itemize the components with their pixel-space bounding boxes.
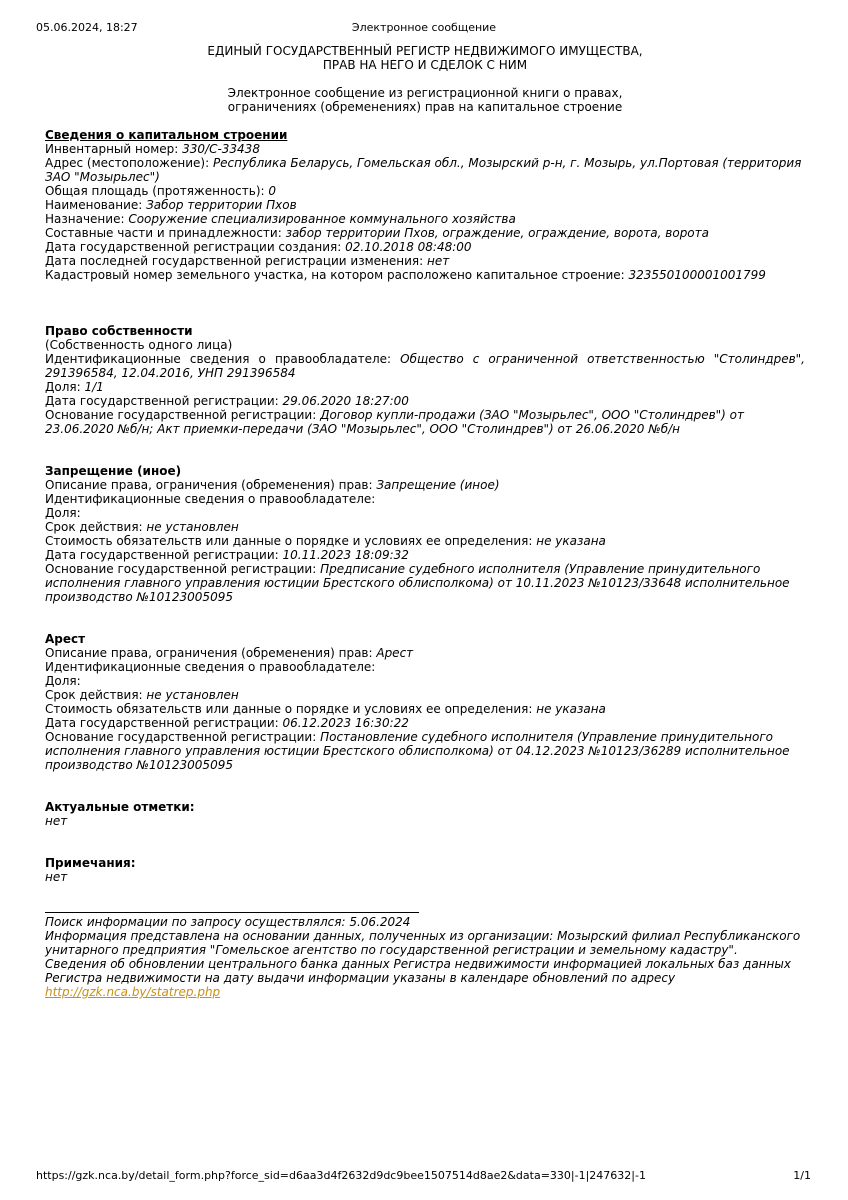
- prohibition-term-value: не установлен: [146, 520, 239, 534]
- name-row: [45, 198, 805, 212]
- prohibition-basis-value: Предписание судебного исполнителя (Управление принудительного исполнения главного управления юстиции Брестского облисполкома) от 10.11.2023 №10123/33648 исполнительное производство №10123005095: [45, 562, 790, 604]
- arrest-basis-label: Основание государственной регистрации:: [45, 730, 321, 744]
- arrest-term-label: Срок действия:: [45, 688, 147, 702]
- arrest-basis-row: [45, 730, 805, 772]
- ownership-date-row: [45, 394, 805, 408]
- ownership-section: [45, 324, 805, 436]
- arrest-cost-value: не указана: [536, 702, 606, 716]
- ownership-holder-value: Общество с ограниченной ответственностью "Столиндрев", 291396584, 12.04.2016, УНП 291396584: [45, 352, 805, 380]
- arrest-desc-label: Описание права, ограничения (обременения) прав:: [45, 646, 377, 660]
- changed-value: нет: [426, 254, 450, 268]
- arrest-share-label: Доля:: [45, 674, 81, 688]
- arrest-cost-row: [45, 702, 805, 716]
- prohibition-cost-row: [45, 534, 805, 548]
- notes-value: нет: [45, 870, 68, 884]
- ownership-heading: Право собственности: [45, 324, 193, 338]
- parts-row: [45, 226, 805, 240]
- prohibition-date-row: [45, 548, 805, 562]
- arrest-section: [45, 632, 805, 772]
- marks-section: [45, 800, 805, 828]
- created-label: Дата государственной регистрации создания:: [45, 240, 346, 254]
- prohibition-term-label: Срок действия:: [45, 520, 147, 534]
- notes-section: [45, 856, 805, 884]
- inventory-value: 330/C-33438: [182, 142, 260, 156]
- search-date-note: Поиск информации по запросу осуществлялся: 5.06.2024: [45, 915, 411, 929]
- ownership-share-row: [45, 380, 805, 394]
- prohibition-basis-label: Основание государственной регистрации:: [45, 562, 321, 576]
- registry-title: [45, 44, 805, 72]
- changed-label: Дата последней государственной регистрации изменения:: [45, 254, 427, 268]
- building-section: [45, 128, 805, 282]
- name-label: Наименование:: [45, 198, 147, 212]
- footnote-divider: [45, 912, 419, 913]
- purpose-row: [45, 212, 805, 226]
- update-calendar-link[interactable]: http://gzk.nca.by/statrep.php: [45, 985, 221, 999]
- arrest-term-value: не установлен: [146, 688, 239, 702]
- registry-title-line1: ЕДИНЫЙ ГОСУДАРСТВЕННЫЙ РЕГИСТР НЕДВИЖИМОГО ИМУЩЕСТВА,: [207, 44, 643, 58]
- prohibition-desc-label: Описание права, ограничения (обременения) прав:: [45, 478, 377, 492]
- ownership-basis-label: Основание государственной регистрации:: [45, 408, 321, 422]
- arrest-date-row: [45, 716, 805, 730]
- area-row: [45, 184, 805, 198]
- registry-title-line2: ПРАВ НА НЕГО И СДЕЛОК С НИМ: [322, 58, 528, 72]
- parts-label: Составные части и принадлежности:: [45, 226, 286, 240]
- arrest-holder-label: Идентификационные сведения о правообладателе:: [45, 660, 376, 674]
- message-subtitle-line2: ограничениях (обременениях) прав на капитальное строение: [227, 100, 623, 114]
- ownership-basis-row: [45, 408, 805, 436]
- message-subtitle-line1: Электронное сообщение из регистрационной книги о правах,: [227, 86, 623, 100]
- purpose-label: Назначение:: [45, 212, 129, 226]
- prohibition-date-value: 10.11.2023 18:09:32: [282, 548, 409, 562]
- ownership-date-label: Дата государственной регистрации:: [45, 394, 283, 408]
- ownership-basis-value: Договор купли-продажи (ЗАО "Мозырьлес", ООО "Столиндрев") от 23.06.2020 №б/н; Акт приемки-передачи (ЗАО "Мозырьлес", ООО "Столиндрев") от 26.06.2020 №б/н: [45, 408, 744, 436]
- prohibition-date-label: Дата государственной регистрации:: [45, 548, 283, 562]
- arrest-term-row: [45, 688, 805, 702]
- print-url: https://gzk.nca.by/detail_form.php?force_sid=d6aa3d4f2632d9dc9bee1507514d8ae2&data=330|-1|247632|-1: [36, 1169, 646, 1182]
- marks-heading: Актуальные отметки:: [45, 800, 195, 814]
- inventory-row: [45, 142, 805, 156]
- ownership-date-value: 29.06.2020 18:27:00: [282, 394, 409, 408]
- arrest-desc-value: Арест: [376, 646, 414, 660]
- parts-value: забор территории Пхов, ограждение, ограждение, ворота, ворота: [285, 226, 709, 240]
- update-info-note: Сведения об обновлении центрального банка данных Регистра недвижимости информацией локальных баз данных Регистра недвижимости на дату выдачи информации указаны в календаре обновлений по адресу: [45, 957, 791, 985]
- ownership-holder-row: [45, 352, 805, 380]
- notes-heading: Примечания:: [45, 856, 136, 870]
- address-row: [45, 156, 805, 184]
- building-heading: Сведения о капитальном строении: [45, 128, 288, 142]
- cadastral-row: [45, 268, 805, 282]
- area-value: 0: [268, 184, 276, 198]
- ownership-share-value: 1/1: [84, 380, 104, 394]
- print-datetime: 05.06.2024, 18:27: [36, 21, 138, 34]
- prohibition-cost-label: Стоимость обязательств или данные о порядке и условиях ее определения:: [45, 534, 537, 548]
- footnote: [45, 915, 805, 999]
- arrest-desc-row: [45, 646, 805, 660]
- created-row: [45, 240, 805, 254]
- message-subtitle: [45, 86, 805, 114]
- cadastral-label: Кадастровый номер земельного участка, на котором расположено капитальное строение:: [45, 268, 629, 282]
- document-body: [45, 44, 805, 999]
- print-page-title: Электронное сообщение: [351, 21, 497, 34]
- area-label: Общая площадь (протяженность):: [45, 184, 269, 198]
- prohibition-basis-row: [45, 562, 805, 604]
- prohibition-holder-label: Идентификационные сведения о правообладателе:: [45, 492, 376, 506]
- prohibition-share-label: Доля:: [45, 506, 81, 520]
- arrest-heading: Арест: [45, 632, 86, 646]
- arrest-basis-value: Постановление судебного исполнителя (Управление принудительного исполнения главного управления юстиции Брестского облисполкома) от 04.12.2023 №10123/36289 исполнительное производство №10123005095: [45, 730, 790, 772]
- name-value: Забор территории Пхов: [146, 198, 297, 212]
- cadastral-value: 323550100001001799: [628, 268, 766, 282]
- marks-value: нет: [45, 814, 68, 828]
- prohibition-desc-value: Запрещение (иное): [376, 478, 500, 492]
- page-number: 1/1: [793, 1169, 811, 1182]
- arrest-date-label: Дата государственной регистрации:: [45, 716, 283, 730]
- created-value: 02.10.2018 08:48:00: [345, 240, 472, 254]
- ownership-holder-label: Идентификационные сведения о правообладателе:: [45, 352, 401, 366]
- prohibition-term-row: [45, 520, 805, 534]
- address-label: Адрес (местоположение):: [45, 156, 213, 170]
- changed-row: [45, 254, 805, 268]
- address-value: Республика Беларусь, Гомельская обл., Мозырский р-н, г. Мозырь, ул.Портовая (территория ЗАО "Мозырьлес"): [45, 156, 802, 184]
- source-org-note: Информация представлена на основании данных, полученных из организации: Мозырский филиал Республиканского унитарного предприятия "Гомельское агентство по государственной регистрации и земельному кадастру".: [45, 929, 801, 957]
- ownership-share-label: Доля:: [45, 380, 85, 394]
- prohibition-heading: Запрещение (иное): [45, 464, 182, 478]
- ownership-kind: (Собственность одного лица): [45, 338, 233, 352]
- prohibition-section: [45, 464, 805, 604]
- purpose-value: Сооружение специализированное коммунального хозяйства: [128, 212, 516, 226]
- prohibition-cost-value: не указана: [536, 534, 606, 548]
- inventory-label: Инвентарный номер:: [45, 142, 183, 156]
- arrest-cost-label: Стоимость обязательств или данные о порядке и условиях ее определения:: [45, 702, 537, 716]
- arrest-date-value: 06.12.2023 16:30:22: [282, 716, 409, 730]
- prohibition-desc-row: [45, 478, 805, 492]
